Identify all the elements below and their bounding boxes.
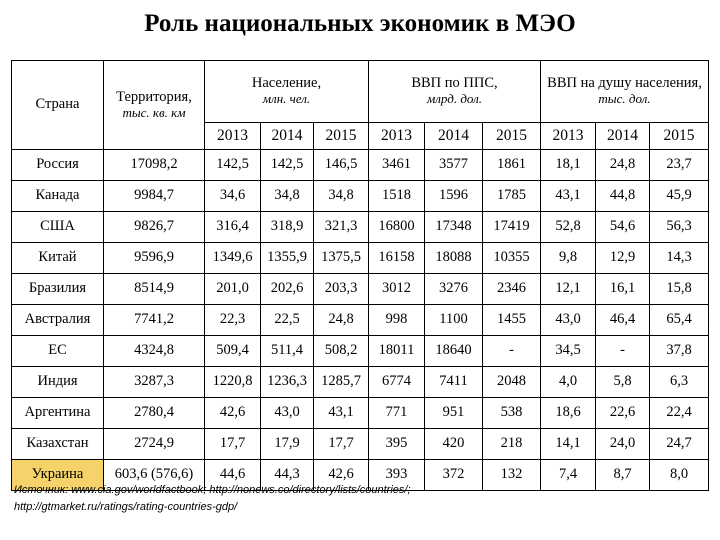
country-cell: Австралия [12,305,104,336]
population-cell: 203,3 [314,274,369,305]
header-territory: Территория, тыс. кв. км [104,61,205,150]
population-cell: 142,5 [261,150,314,181]
population-cell: 1349,6 [205,243,261,274]
gdp-per-capita-cell: 46,4 [596,305,650,336]
gdp-per-capita-cell: 18,1 [541,150,596,181]
gdp-ppp-cell: 538 [483,398,541,429]
gdp-per-capita-cell: 24,8 [596,150,650,181]
territory-cell: 4324,8 [104,336,205,367]
population-cell: 42,6 [205,398,261,429]
year-header: 2015 [483,123,541,150]
population-cell: 202,6 [261,274,314,305]
year-header: 2014 [596,123,650,150]
population-cell: 17,9 [261,429,314,460]
gdp-ppp-cell: 132 [483,460,541,491]
table-row [12,429,709,460]
gdp-ppp-cell: 17419 [483,212,541,243]
gdp-per-capita-cell: 14,3 [650,243,709,274]
territory-cell: 2724,9 [104,429,205,460]
population-cell: 17,7 [205,429,261,460]
header-gdp-ppp: ВВП по ППС, млрд. дол. [369,61,541,123]
gdp-ppp-cell: 218 [483,429,541,460]
territory-cell: 2780,4 [104,398,205,429]
table-row [12,336,709,367]
gdp-per-capita-cell: 12,1 [541,274,596,305]
gdp-ppp-cell: 18088 [425,243,483,274]
population-cell: 508,2 [314,336,369,367]
source-note [14,482,714,516]
gdp-ppp-cell: 1861 [483,150,541,181]
gdp-per-capita-cell: 18,6 [541,398,596,429]
economies-table [11,60,709,491]
gdp-ppp-cell: 1455 [483,305,541,336]
population-cell: 34,6 [205,181,261,212]
gdp-per-capita-cell: 16,1 [596,274,650,305]
gdp-per-capita-cell: 8,0 [650,460,709,491]
gdp-ppp-cell: 2346 [483,274,541,305]
gdp-per-capita-cell: 43,0 [541,305,596,336]
country-cell: Индия [12,367,104,398]
gdp-ppp-cell: 17348 [425,212,483,243]
gdp-per-capita-cell: 43,1 [541,181,596,212]
country-cell: США [12,212,104,243]
population-cell: 146,5 [314,150,369,181]
gdp-per-capita-cell: 54,6 [596,212,650,243]
country-cell: Бразилия [12,274,104,305]
header-country: Страна [12,61,104,150]
gdp-ppp-cell: 372 [425,460,483,491]
year-header: 2014 [261,123,314,150]
territory-cell: 603,6 (576,6) [104,460,205,491]
year-header: 2013 [205,123,261,150]
population-cell: 44,3 [261,460,314,491]
gdp-per-capita-cell: 22,4 [650,398,709,429]
gdp-per-capita-cell: 9,8 [541,243,596,274]
table-row [12,367,709,398]
header-population: Население, млн. чел. [205,61,369,123]
country-cell: Аргентина [12,398,104,429]
gdp-ppp-cell: 6774 [369,367,425,398]
page-title: Роль национальных экономик в МЭО [144,10,576,37]
gdp-ppp-cell: 1518 [369,181,425,212]
territory-cell: 3287,3 [104,367,205,398]
gdp-per-capita-cell: 56,3 [650,212,709,243]
territory-cell: 7741,2 [104,305,205,336]
population-cell: 17,7 [314,429,369,460]
gdp-ppp-cell: 3461 [369,150,425,181]
gdp-ppp-cell: 1596 [425,181,483,212]
table-row [12,274,709,305]
gdp-ppp-cell: 7411 [425,367,483,398]
gdp-per-capita-cell: 23,7 [650,150,709,181]
population-cell: 43,1 [314,398,369,429]
gdp-per-capita-cell: 44,8 [596,181,650,212]
gdp-per-capita-cell: 45,9 [650,181,709,212]
population-cell: 318,9 [261,212,314,243]
country-cell: Россия [12,150,104,181]
year-header: 2015 [650,123,709,150]
gdp-ppp-cell: 18640 [425,336,483,367]
year-header: 2013 [369,123,425,150]
population-cell: 1285,7 [314,367,369,398]
gdp-per-capita-cell: - [596,336,650,367]
population-cell: 34,8 [314,181,369,212]
gdp-ppp-cell: 3577 [425,150,483,181]
gdp-ppp-cell: - [483,336,541,367]
source-line-1: Источник: www.cia.gov/worldfactbook; http://nonews.co/directory/lists/countries/; [14,484,411,496]
table-row [12,305,709,336]
gdp-ppp-cell: 2048 [483,367,541,398]
gdp-per-capita-cell: 4,0 [541,367,596,398]
gdp-ppp-cell: 1785 [483,181,541,212]
population-cell: 509,4 [205,336,261,367]
country-cell: Канада [12,181,104,212]
gdp-per-capita-cell: 65,4 [650,305,709,336]
gdp-per-capita-cell: 52,8 [541,212,596,243]
gdp-per-capita-cell: 7,4 [541,460,596,491]
territory-cell: 8514,9 [104,274,205,305]
gdp-per-capita-cell: 15,8 [650,274,709,305]
gdp-per-capita-cell: 24,7 [650,429,709,460]
gdp-per-capita-cell: 37,8 [650,336,709,367]
gdp-per-capita-cell: 24,0 [596,429,650,460]
population-cell: 1375,5 [314,243,369,274]
territory-cell: 17098,2 [104,150,205,181]
population-cell: 44,6 [205,460,261,491]
country-cell: ЕС [12,336,104,367]
gdp-ppp-cell: 998 [369,305,425,336]
gdp-ppp-cell: 393 [369,460,425,491]
population-cell: 43,0 [261,398,314,429]
gdp-per-capita-cell: 34,5 [541,336,596,367]
population-cell: 316,4 [205,212,261,243]
header-gdp-per-capita: ВВП на душу населения, тыс. дол. [541,61,709,123]
population-cell: 201,0 [205,274,261,305]
table-row [12,150,709,181]
gdp-ppp-cell: 3012 [369,274,425,305]
gdp-per-capita-cell: 22,6 [596,398,650,429]
population-cell: 22,5 [261,305,314,336]
gdp-ppp-cell: 3276 [425,274,483,305]
gdp-ppp-cell: 420 [425,429,483,460]
gdp-ppp-cell: 10355 [483,243,541,274]
population-cell: 1355,9 [261,243,314,274]
population-cell: 1220,8 [205,367,261,398]
gdp-ppp-cell: 16800 [369,212,425,243]
population-cell: 22,3 [205,305,261,336]
gdp-ppp-cell: 771 [369,398,425,429]
year-header: 2014 [425,123,483,150]
population-cell: 511,4 [261,336,314,367]
territory-cell: 9826,7 [104,212,205,243]
gdp-per-capita-cell: 12,9 [596,243,650,274]
country-cell: Казахстан [12,429,104,460]
territory-cell: 9596,9 [104,243,205,274]
table-row [12,212,709,243]
territory-cell: 9984,7 [104,181,205,212]
gdp-ppp-cell: 16158 [369,243,425,274]
population-cell: 42,6 [314,460,369,491]
gdp-per-capita-cell: 14,1 [541,429,596,460]
year-header: 2013 [541,123,596,150]
country-cell: Украина [12,460,104,491]
gdp-ppp-cell: 951 [425,398,483,429]
population-cell: 321,3 [314,212,369,243]
table-row [12,181,709,212]
table-row [12,398,709,429]
population-cell: 34,8 [261,181,314,212]
year-header: 2015 [314,123,369,150]
population-cell: 24,8 [314,305,369,336]
population-cell: 142,5 [205,150,261,181]
gdp-per-capita-cell: 6,3 [650,367,709,398]
gdp-ppp-cell: 1100 [425,305,483,336]
table-row [12,243,709,274]
country-cell: Китай [12,243,104,274]
gdp-ppp-cell: 395 [369,429,425,460]
gdp-per-capita-cell: 8,7 [596,460,650,491]
population-cell: 1236,3 [261,367,314,398]
gdp-per-capita-cell: 5,8 [596,367,650,398]
source-line-2: http://gtmarket.ru/ratings/rating-countries-gdp/ [14,501,238,513]
gdp-ppp-cell: 18011 [369,336,425,367]
